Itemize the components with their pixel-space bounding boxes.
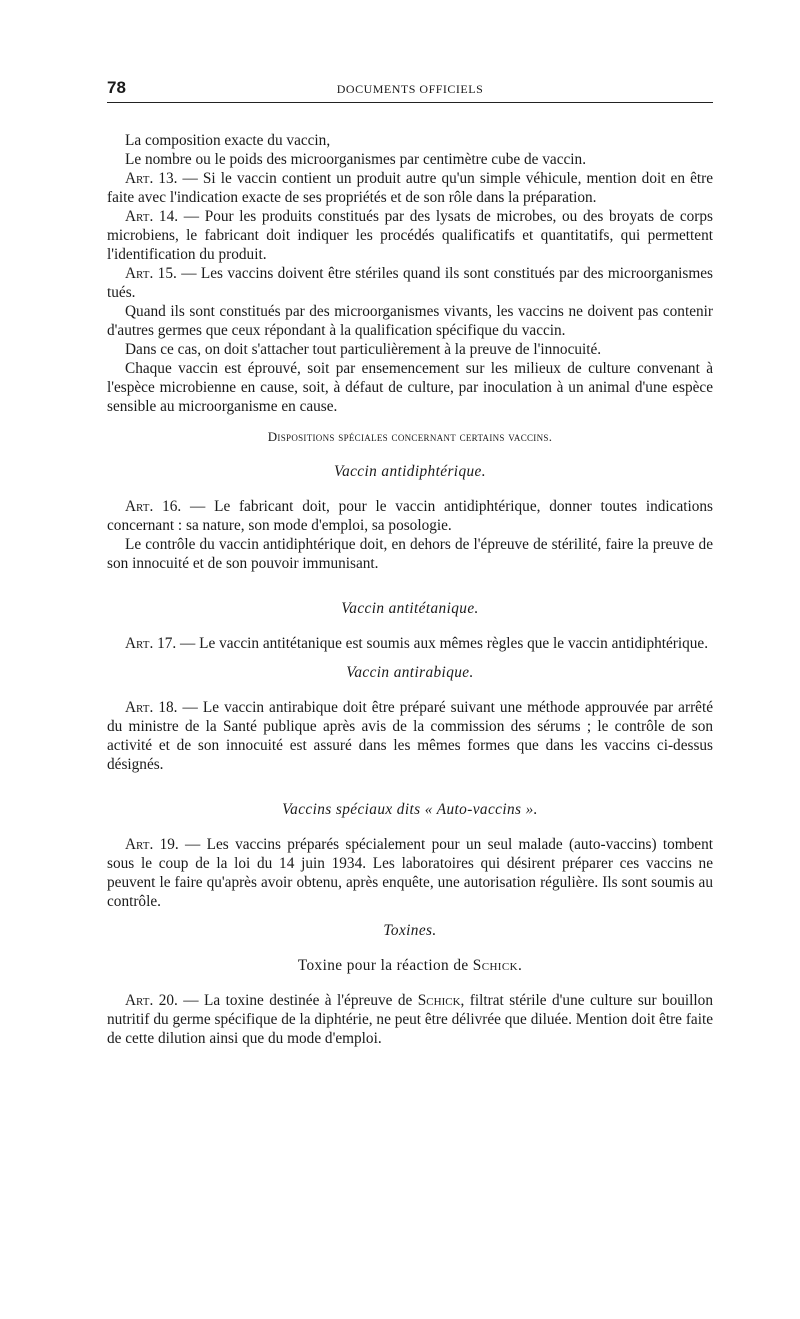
paragraph-chaque-vaccin: Chaque vaccin est éprouvé, soit par ensemencement sur les milieux de culture convenant à l'espèce microbienne en cause, soit, à défaut de culture, par inoculation à un animal d'une espèce sensible au microorganisme en cause. [107,360,713,415]
article-15 [107,264,713,302]
article-text: — Le vaccin antirabique doit être préparé suivant une méthode approuvée par arrêté du ministre de la Santé publique après avis de la commission des sérums ; le contrôle de son activité et de son innocuité est assuré dans les mêmes formes que dans les vaccins ci-dessus désignés. [107,699,713,773]
article-16 [107,497,713,535]
article-18 [107,698,713,774]
article-label: Art. 14. [125,208,179,225]
article-label: Art. 17. [125,635,177,652]
article-text: — Le vaccin antitétanique est soumis aux mêmes règles que le vaccin antidiphtérique. [176,635,709,652]
article-text: — La toxine destinée à l'épreuve de [177,992,418,1009]
page-header [107,78,713,103]
article-label: Art. 19. [125,836,179,853]
article-text: — Les vaccins préparés spécialement pour un seul malade (auto-vaccins) tombent sous le coup de la loi du 14 juin 1934. Les laboratoires qui désirent préparer ces vaccins ne peuvent le faire qu'après avoir obtenu, après enquête, une autorisation régulière. Ils sont soumis au contrôle. [107,836,713,910]
subheading-antidiphterique: Vaccin antidiphtérique. [334,463,486,480]
schick-name: Schick [472,957,518,974]
article-19 [107,835,713,911]
paragraph-innocuite: Dans ce cas, on doit s'attacher tout particulièrement à la preuve de l'innocuité. [125,341,602,358]
article-17 [107,634,713,653]
paragraph-controle: Le contrôle du vaccin antidiphtérique doit, en dehors de l'épreuve de stérilité, faire la preuve de son innocuité et de son pouvoir immunisant. [107,536,713,572]
subheading-toxines: Toxines. [383,922,437,939]
article-text: — Pour les produits constitués par des lysats de microbes, ou des broyats de corps microbiens, le fabricant doit indiquer les procédés qualificatifs et quantitatifs, qui permettent l'identification du produit. [107,208,713,263]
article-label: Art. 15. [125,265,177,282]
subheading-antitetanique: Vaccin antitétanique. [341,600,479,617]
document-body [107,131,713,1048]
subheading-period: . [517,957,523,974]
article-text: — Si le vaccin contient un produit autre qu'un simple véhicule, mention doit en être faite avec l'indication exacte de ses propriétés et de son rôle dans la préparation. [107,170,713,206]
subheading-antirabique: Vaccin antirabique. [346,664,474,681]
page-number: 78 [107,78,126,97]
schick-name: Schick [417,992,461,1009]
article-20 [107,991,713,1048]
section-heading: Dispositions spéciales concernant certains vaccins. [267,429,553,444]
article-label: Art. 16. [125,498,182,515]
article-label: Art. 13. [125,170,178,187]
paragraph-nombre: Le nombre ou le poids des microorganismes par centimètre cube de vaccin. [125,151,587,168]
article-label: Art. 20. [125,992,178,1009]
subheading-autovaccins: Vaccins spéciaux dits « Auto-vaccins ». [282,801,538,818]
paragraph-vivants: Quand ils sont constitués par des microorganismes vivants, les vaccins ne doivent pas contenir d'autres germes que ceux répondant à la qualification spécifique du vaccin. [107,303,713,339]
article-text: — Les vaccins doivent être stériles quand ils sont constitués par des microorganismes tués. [107,265,713,301]
article-text: — Le fabricant doit, pour le vaccin antidiphtérique, donner toutes indications concernant : sa nature, son mode d'emploi, sa posologie. [107,498,713,534]
subheading-schick [107,956,713,975]
subheading-text: Toxine pour la réaction de [297,957,473,974]
article-14 [107,207,713,264]
paragraph-composition: La composition exacte du vaccin, [125,132,331,149]
article-13 [107,169,713,207]
running-head: DOCUMENTS OFFICIELS [336,82,484,96]
article-text: , filtrat stérile d'une culture sur bouillon nutritif du germe spécifique de la diphtérie, ne peut être délivrée que diluée. Mention doit être faite de cette dilution ainsi que du mode d'emploi. [107,992,713,1047]
article-label: Art. 18. [125,699,178,716]
